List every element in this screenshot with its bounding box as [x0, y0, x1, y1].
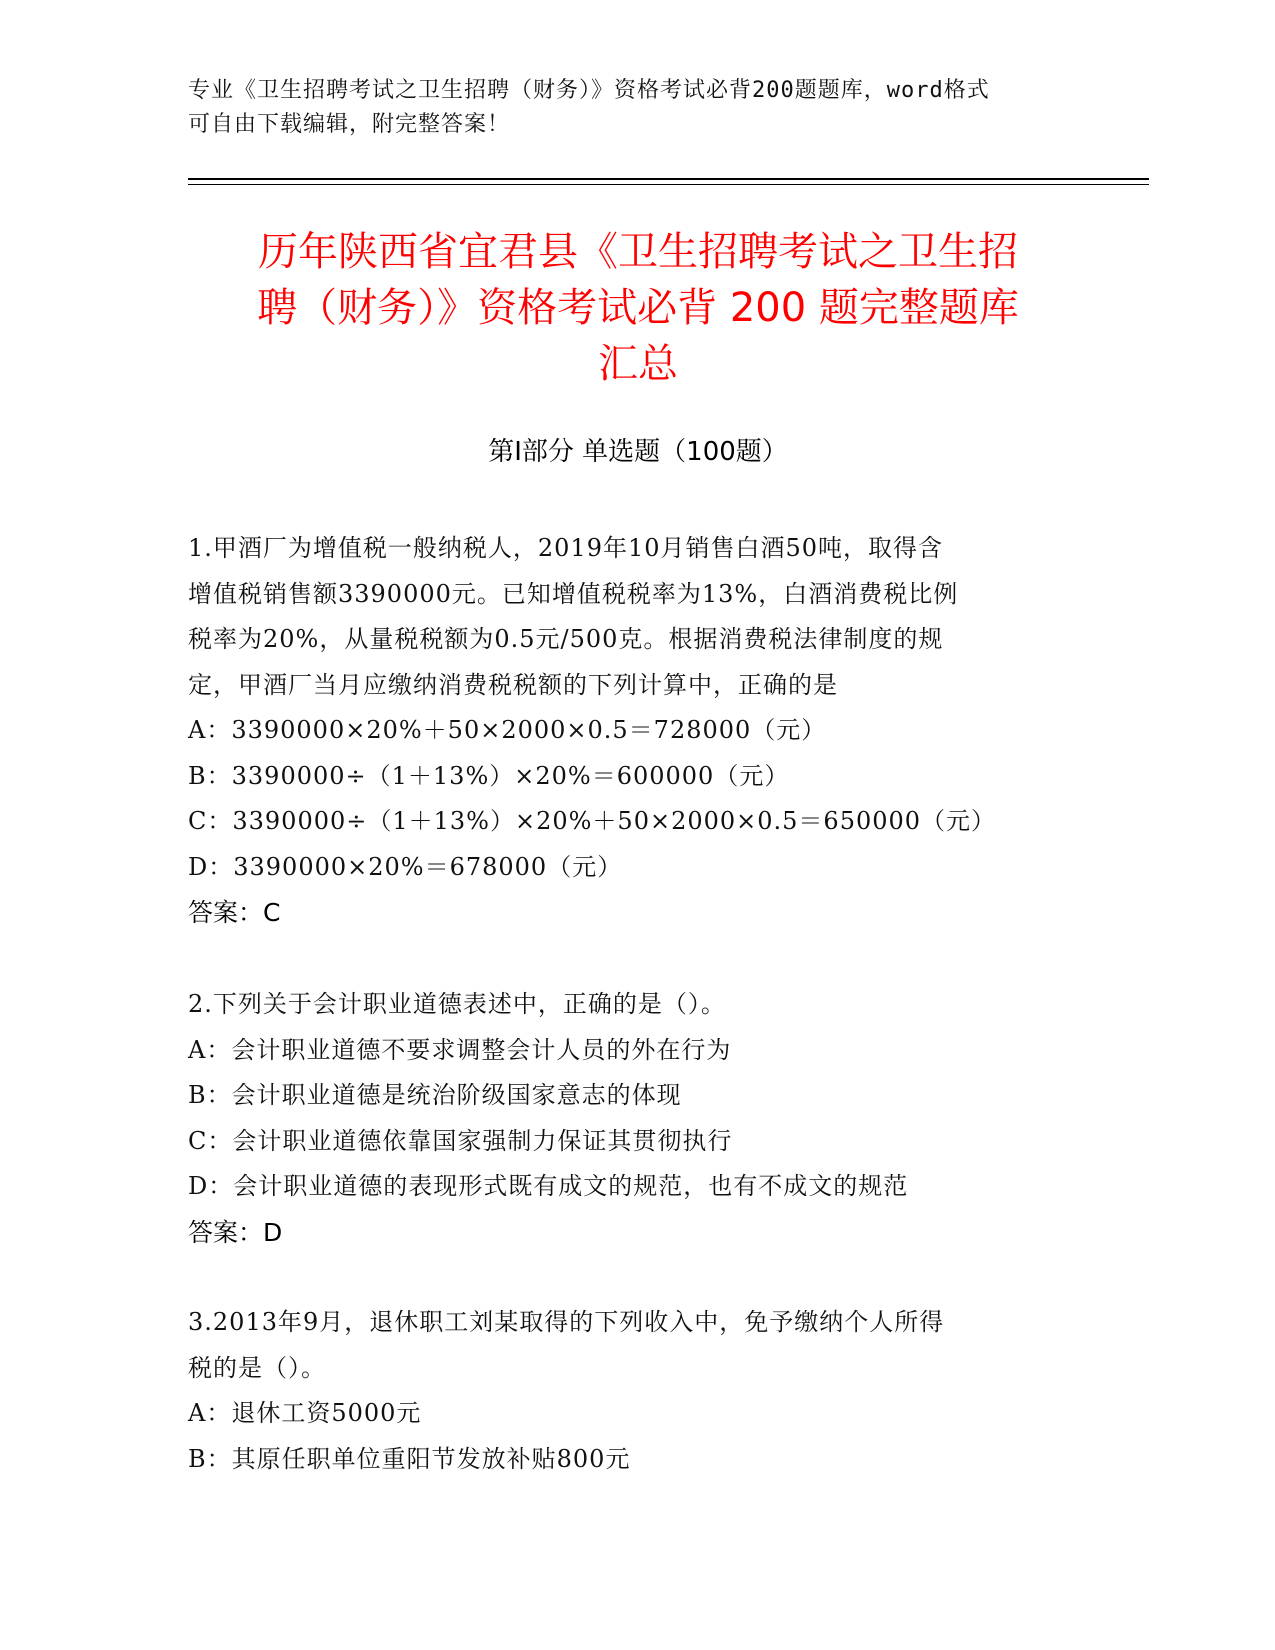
question-2	[188, 982, 1068, 1255]
question-stem-line: 税率为20%，从量税税额为0.5元/500克。根据消费税法律制度的规	[188, 625, 944, 653]
intro-line: 可自由下载编辑，附完整答案！	[188, 112, 511, 137]
header-divider-thick	[188, 178, 1149, 180]
header-divider-thin	[188, 184, 1149, 185]
option-a: A：3390000×20%＋50×2000×0.5＝728000（元）	[188, 716, 827, 744]
option-d: D：3390000×20%＝678000（元）	[188, 852, 623, 881]
option-a: A：退休工资5000元	[188, 1399, 422, 1427]
question-1	[188, 526, 1068, 936]
option-b: B：3390000÷（1＋13%）×20%＝600000（元）	[188, 761, 790, 790]
title-line: 汇总	[598, 341, 678, 387]
answer-label: 答案：C	[188, 898, 281, 927]
question-stem-line: 增值税销售额3390000元。已知增值税税率为13%，白酒消费税比例	[188, 579, 959, 608]
question-stem-line: 2.下列关于会计职业道德表述中，正确的是（）。	[188, 990, 726, 1018]
document-title	[188, 224, 1088, 392]
question-stem-line: 定，甲酒厂当月应缴纳消费税税额的下列计算中，正确的是	[188, 670, 838, 699]
title-line: 聘（财务）》资格考试必背 200 题完整题库	[257, 285, 1019, 331]
intro-text	[188, 74, 1068, 142]
option-d: D：会计职业道德的表现形式既有成文的规范，也有不成文的规范	[188, 1172, 909, 1200]
answer-label: 答案：D	[188, 1217, 283, 1247]
question-stem-line: 税的是（）。	[188, 1353, 326, 1382]
question-stem-line: 1.甲酒厂为增值税一般纳税人，2019年10月销售白酒50吨，取得含	[188, 534, 944, 562]
question-3	[188, 1300, 1068, 1482]
option-b: B：其原任职单位重阳节发放补贴800元	[188, 1444, 631, 1473]
option-c: C：3390000÷（1＋13%）×20%＋50×2000×0.5＝650000（元）	[188, 807, 997, 835]
option-a: A：会计职业道德不要求调整会计人员的外在行为	[188, 1035, 732, 1064]
title-line: 历年陕西省宜君县《卫生招聘考试之卫生招	[258, 229, 1018, 275]
option-b: B：会计职业道德是统治阶级国家意志的体现	[188, 1081, 682, 1109]
intro-line: 专业《卫生招聘考试之卫生招聘（财务）》资格考试必背200题题库，word格式	[188, 78, 990, 103]
section-title: 第Ⅰ部分 单选题（100题）	[488, 437, 788, 467]
question-stem-line: 3.2013年9月，退休职工刘某取得的下列收入中，免予缴纳个人所得	[188, 1308, 945, 1336]
option-c: C：会计职业道德依靠国家强制力保证其贯彻执行	[188, 1126, 733, 1155]
